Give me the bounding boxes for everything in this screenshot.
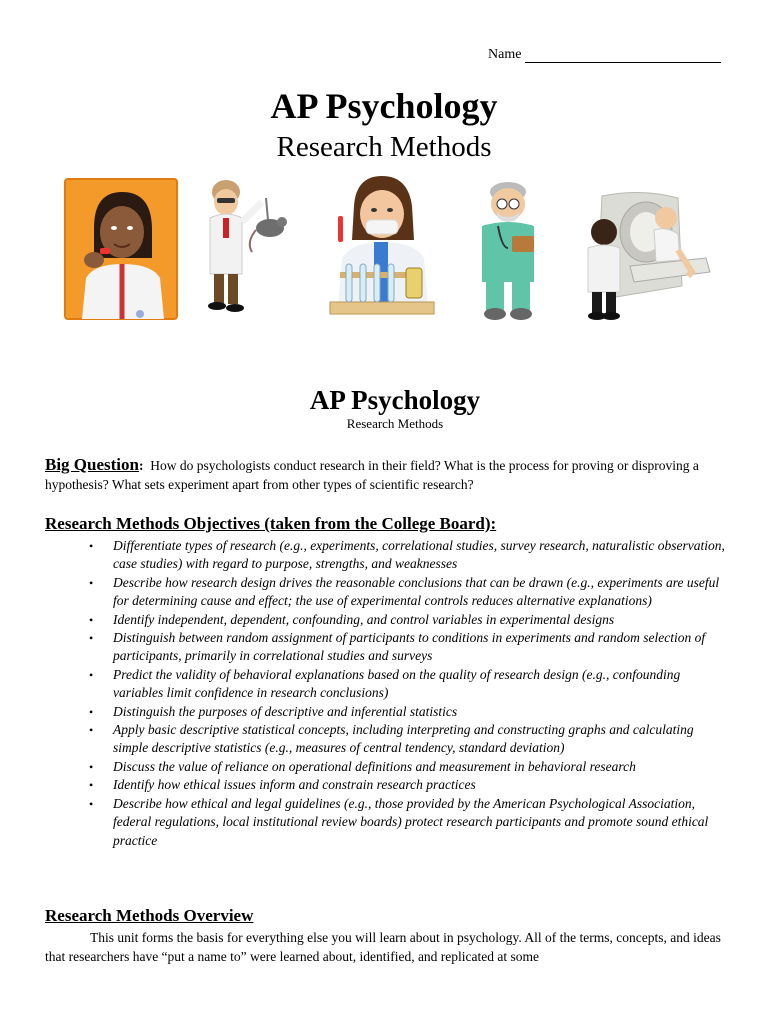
scientist-with-mouse-icon — [206, 176, 302, 326]
objective-text: Distinguish between random assignment of participants to conditions in experiments and random selection of participants, primarily in correlational studies and surveys — [113, 630, 706, 664]
list-item — [89, 758, 729, 776]
bullet-icon: • — [89, 667, 94, 682]
clipart-banner — [64, 176, 712, 328]
list-item — [89, 611, 729, 629]
list-item — [89, 574, 729, 611]
objective-text: Discuss the value of reliance on operational definitions and measurement in behavioral research — [113, 758, 636, 774]
big-question-text: How do psychologists conduct research in their field? What is the process for proving or disproving a hypothesis? What sets experiment apart from other types of scientific research? — [45, 458, 699, 492]
list-item — [89, 629, 729, 666]
bullet-icon: • — [89, 723, 94, 738]
list-item — [89, 721, 729, 758]
big-question-colon: : — [139, 458, 144, 473]
bullet-icon: • — [89, 539, 94, 553]
bullet-icon: • — [89, 704, 94, 719]
objectives-heading: Research Methods Objectives (taken from the College Board): — [45, 514, 497, 533]
page-subtitle: Research Methods — [276, 131, 492, 163]
objective-text: Describe how ethical and legal guidelines (e.g., those provided by the American Psychological Association, federal regulations, local institutional review boards) protect research participants and promote sound ethical practice — [113, 795, 709, 848]
section-title: AP Psychology — [309, 385, 481, 415]
objective-text: Describe how research design drives the reasonable conclusions that can be drawn (e.g., experiments are useful for determining cause and effect; the use of experimental controls reduces alternative explanations) — [113, 574, 720, 609]
list-item — [89, 703, 729, 721]
lab-scientist-test-tubes-icon — [316, 176, 452, 324]
objective-text: Predict the validity of behavioral explanations based on the quality of research design (e.g., confounding variables limit confidence in research conclusions) — [113, 666, 681, 701]
section-subtitle: Research Methods — [346, 416, 444, 431]
objective-text: Distinguish the purposes of descriptive and inferential statistics — [113, 703, 458, 719]
name-blank-line[interactable] — [525, 48, 721, 63]
big-question-label: Big Question — [45, 455, 139, 474]
big-question-paragraph — [45, 455, 735, 494]
bullet-icon: • — [89, 796, 94, 811]
name-label: Name — [488, 47, 522, 62]
bullet-icon: • — [89, 631, 94, 646]
scientist-with-pills-icon — [64, 178, 178, 320]
bullet-icon: • — [89, 759, 94, 774]
objective-text: Apply basic descriptive statistical concepts, including interpreting and constructing graphs and calculating simple descriptive statistics (e.g., measures of central tendency, standard deviation) — [113, 722, 694, 756]
objectives-list — [89, 537, 729, 850]
overview-paragraph: This unit forms the basis for everything else you will learn about in psychology. All of the terms, concepts, and ideas that researchers have “put a name to” were learned about, identified, and replicated at some — [45, 930, 721, 964]
objective-text: Identify independent, dependent, confounding, and control variables in experimental designs — [113, 611, 615, 627]
bullet-icon: • — [89, 575, 94, 590]
bullet-icon: • — [89, 778, 94, 793]
list-item — [89, 776, 729, 794]
doctor-with-clipboard-icon — [472, 178, 544, 324]
overview-heading: Research Methods Overview — [45, 906, 254, 925]
list-item — [89, 666, 729, 703]
name-field[interactable] — [488, 47, 721, 63]
list-item — [89, 795, 729, 850]
bullet-icon: • — [89, 612, 94, 627]
objective-text: Identify how ethical issues inform and constrain research practices — [113, 777, 476, 793]
patient-mri-scanner-icon — [570, 188, 712, 324]
list-item — [89, 537, 729, 574]
objective-text: Differentiate types of research (e.g., experiments, correlational studies, survey research, naturalistic observation, case studies) with regard to purpose, strengths, and weaknesses — [113, 538, 725, 572]
page-title: AP Psychology — [270, 86, 498, 126]
